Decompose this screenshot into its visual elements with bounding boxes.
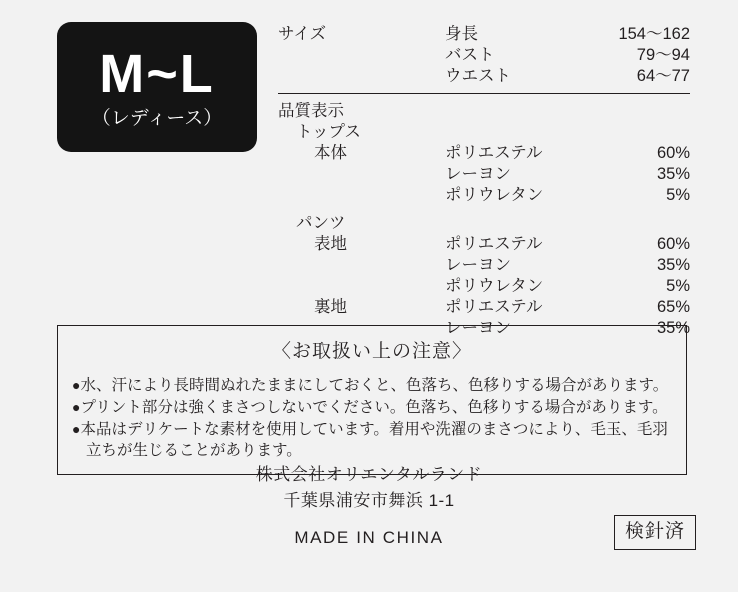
material-name: ポリウレタン bbox=[444, 277, 544, 295]
company-address: 千葉県浦安市舞浜 1-1 bbox=[283, 491, 455, 510]
spacer bbox=[278, 66, 445, 87]
material-name: ポリウレタン bbox=[444, 186, 544, 204]
spacer bbox=[278, 164, 445, 185]
material-value: 5% bbox=[666, 186, 690, 204]
spacer bbox=[594, 122, 690, 143]
size-heading: サイズ bbox=[278, 25, 327, 43]
spacer bbox=[278, 45, 445, 66]
spacer bbox=[278, 255, 445, 276]
size-row-value: 154〜162 bbox=[618, 25, 690, 43]
care-item-text: 水、汗により長時間ぬれたままにしておくと、色落ち、色移りする場合があります。 bbox=[80, 377, 669, 394]
size-row-value: 79〜94 bbox=[636, 46, 690, 64]
table-row bbox=[278, 45, 690, 66]
table-row bbox=[278, 213, 690, 234]
spacer bbox=[445, 213, 594, 234]
material-name: レーヨン bbox=[444, 165, 511, 183]
table-row bbox=[278, 276, 690, 297]
table-row bbox=[278, 255, 690, 276]
size-row-value: 64〜77 bbox=[636, 67, 690, 85]
spec-table bbox=[278, 24, 690, 339]
pants-heading: パンツ bbox=[296, 214, 346, 232]
spacer bbox=[278, 185, 445, 206]
spacer bbox=[445, 122, 594, 143]
table-row bbox=[278, 122, 690, 143]
care-list bbox=[72, 375, 672, 461]
size-row-name: バスト bbox=[444, 46, 495, 64]
care-item-text: 本品はデリケートな素材を使用しています。着用や洗濯のまさつにより、毛玉、毛羽 bbox=[80, 421, 668, 438]
material-value: 35% bbox=[656, 319, 690, 337]
material-name: ポリエステル bbox=[444, 298, 543, 316]
list-item bbox=[72, 375, 672, 396]
table-row bbox=[278, 24, 690, 45]
pants-lining-label: 裏地 bbox=[314, 298, 347, 316]
size-label: M~L bbox=[99, 43, 215, 104]
material-name: レーヨン bbox=[444, 256, 511, 274]
material-value: 60% bbox=[656, 235, 690, 253]
spacer bbox=[594, 213, 690, 234]
size-row-name: 身長 bbox=[444, 25, 478, 43]
table-row bbox=[278, 66, 690, 87]
care-item-text: プリント部分は強くまさつしないでください。色落ち、色移りする場合があります。 bbox=[80, 399, 668, 416]
material-value: 35% bbox=[656, 256, 690, 274]
company-name: 株式会社オリエンタルランド bbox=[255, 465, 483, 484]
size-row-name: ウエスト bbox=[444, 67, 511, 85]
spacer-row bbox=[278, 94, 690, 102]
material-value: 5% bbox=[666, 277, 690, 295]
bullet-icon: ● bbox=[72, 377, 81, 393]
care-instructions-box bbox=[57, 325, 687, 475]
material-value: 60% bbox=[656, 144, 690, 162]
spacer bbox=[445, 101, 594, 122]
spacer-row bbox=[278, 206, 690, 213]
material-name: ポリエステル bbox=[444, 144, 543, 162]
spacer bbox=[594, 101, 690, 122]
table-row bbox=[278, 101, 690, 122]
bullet-icon: ● bbox=[72, 399, 81, 415]
made-in-text: MADE IN CHINA bbox=[294, 528, 444, 547]
care-item-text-continued: 立ちが生じることがあります。 bbox=[86, 442, 302, 459]
material-name: ポリエステル bbox=[444, 235, 543, 253]
material-name: レーヨン bbox=[444, 319, 511, 337]
inspection-stamp: 検針済 bbox=[614, 515, 696, 550]
table-row bbox=[278, 297, 690, 318]
table-row bbox=[278, 164, 690, 185]
tops-body-label: 本体 bbox=[314, 144, 347, 162]
quality-heading: 品質表示 bbox=[278, 102, 344, 120]
list-item bbox=[72, 419, 672, 461]
table-row bbox=[278, 234, 690, 255]
table-row bbox=[278, 143, 690, 164]
size-sub-label: （レディース） bbox=[91, 107, 223, 129]
list-item bbox=[72, 397, 672, 418]
pants-outer-label: 表地 bbox=[314, 235, 347, 253]
material-value: 35% bbox=[656, 165, 690, 183]
spacer bbox=[278, 276, 445, 297]
tops-heading: トップス bbox=[296, 123, 361, 141]
table-row bbox=[278, 185, 690, 206]
material-value: 65% bbox=[656, 298, 690, 316]
bullet-icon: ● bbox=[72, 421, 81, 437]
size-badge bbox=[57, 22, 257, 152]
care-title: 〈お取扱い上の注意〉 bbox=[271, 341, 472, 362]
